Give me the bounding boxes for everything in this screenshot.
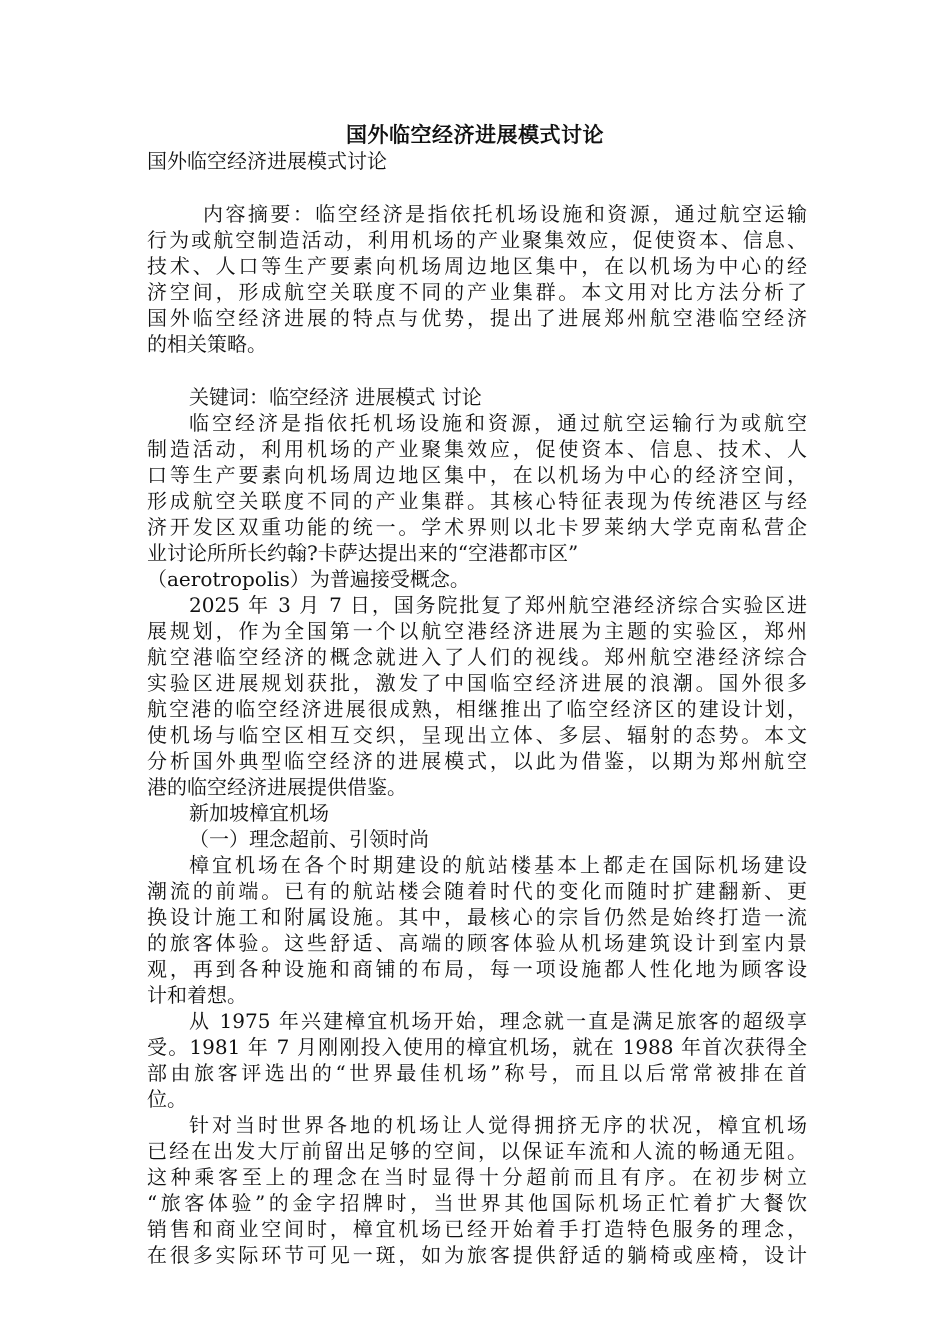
paragraph-line: 展规划，作为全国第一个以航空港经济进展为主题的实验区，郑州	[147, 619, 807, 643]
paragraph-line: 在很多实际环节可见一斑，如为旅客提供舒适的躺椅或座椅，设计	[147, 1243, 807, 1267]
paragraph-line: 临空经济是指依托机场设施和资源，通过航空运输行为或航空	[189, 411, 807, 435]
section-heading: 新加坡樟宜机场	[189, 801, 329, 825]
paragraph-line: “旅客体验”的金字招牌时，当世界其他国际机场正忙着扩大餐饮	[147, 1191, 807, 1215]
abstract-line: 国外临空经济进展的特点与优势，提出了进展郑州航空港临空经济	[147, 306, 807, 330]
paragraph-line: 济开发区双重功能的统一。学术界则以北卡罗莱纳大学克南私营企	[147, 515, 807, 539]
paragraph-line: 受。1981 年 7 月刚刚投入使用的樟宜机场，就在 1988 年首次获得全	[147, 1035, 807, 1059]
paragraph-line: 实验区进展规划获批，激发了中国临空经济进展的浪潮。国外很多	[147, 671, 807, 695]
document-title: 国外临空经济进展模式讨论	[346, 122, 604, 147]
paragraph-line: 口等生产要素向机场周边地区集中，在以机场为中心的经济空间，	[147, 463, 807, 487]
paragraph-line: 已经在出发大厅前留出足够的空间，以保证车流和人流的畅通无阻。	[147, 1139, 807, 1163]
paragraph-line: 针对当时世界各地的机场让人觉得拥挤无序的状况，樟宜机场	[189, 1113, 807, 1137]
paragraph-line: 潮流的前端。已有的航站楼会随着时代的变化而随时扩建翻新、更	[147, 879, 807, 903]
paragraph-line: 从 1975 年兴建樟宜机场开始，理念就一直是满足旅客的超级享	[189, 1009, 807, 1033]
keywords: 关键词：临空经济 进展模式 讨论	[189, 385, 482, 409]
paragraph-line: 港的临空经济进展提供借鉴。	[147, 775, 407, 799]
paragraph-line: 计和着想。	[147, 983, 247, 1007]
paragraph-line: 形成航空关联度不同的产业集群。其核心特征表现为传统港区与经	[147, 489, 807, 513]
paragraph-line: 航空港临空经济的概念就进入了人们的视线。郑州航空港经济综合	[147, 645, 807, 669]
document-subtitle: 国外临空经济进展模式讨论	[147, 149, 387, 173]
abstract-line: 的相关策略。	[147, 332, 267, 356]
abstract-line: 行为或航空制造活动，利用机场的产业聚集效应，促使资本、信息、	[147, 228, 807, 252]
paragraph-line: 观，再到各种设施和商铺的布局，每一项设施都人性化地为顾客设	[147, 957, 807, 981]
paragraph-line: 销售和商业空间时，樟宜机场已经开始着手打造特色服务的理念，	[147, 1217, 807, 1241]
abstract-line: 济空间，形成航空关联度不同的产业集群。本文用对比方法分析了	[147, 280, 807, 304]
paragraph-line: 的旅客体验。这些舒适、高端的顾客体验从机场建筑设计到室内景	[147, 931, 807, 955]
paragraph-line: 部由旅客评选出的“世界最佳机场”称号，而且以后常常被排在首	[147, 1061, 807, 1085]
paragraph-line: 分析国外典型临空经济的进展模式，以此为借鉴，以期为郑州航空	[147, 749, 807, 773]
paragraph-line: 航空港的临空经济进展很成熟，相继推出了临空经济区的建设计划，	[147, 697, 807, 721]
subsection-heading: （一）理念超前、引领时尚	[189, 827, 429, 851]
paragraph-line: 樟宜机场在各个时期建设的航站楼基本上都走在国际机场建设	[189, 853, 807, 877]
paragraph-line: （aerotropolis）为普遍接受概念。	[147, 567, 470, 591]
paragraph-line: 业讨论所所长约翰?卡萨达提出来的“空港都市区”	[147, 541, 579, 565]
paragraph-line: 换设计施工和附属设施。其中，最核心的宗旨仍然是始终打造一流	[147, 905, 807, 929]
paragraph-line: 2025 年 3 月 7 日，国务院批复了郑州航空港经济综合实验区进	[189, 593, 807, 617]
abstract-line: 技术、人口等生产要素向机场周边地区集中，在以机场为中心的经	[147, 254, 807, 278]
paragraph-line: 位。	[147, 1087, 187, 1111]
paragraph-line: 使机场与临空区相互交织，呈现出立体、多层、辐射的态势。本文	[147, 723, 807, 747]
abstract-line: 内容摘要：临空经济是指依托机场设施和资源，通过航空运输	[203, 202, 807, 226]
paragraph-line: 制造活动，利用机场的产业聚集效应，促使资本、信息、技术、人	[147, 437, 807, 461]
paragraph-line: 这种乘客至上的理念在当时显得十分超前而且有序。在初步树立	[147, 1165, 807, 1189]
